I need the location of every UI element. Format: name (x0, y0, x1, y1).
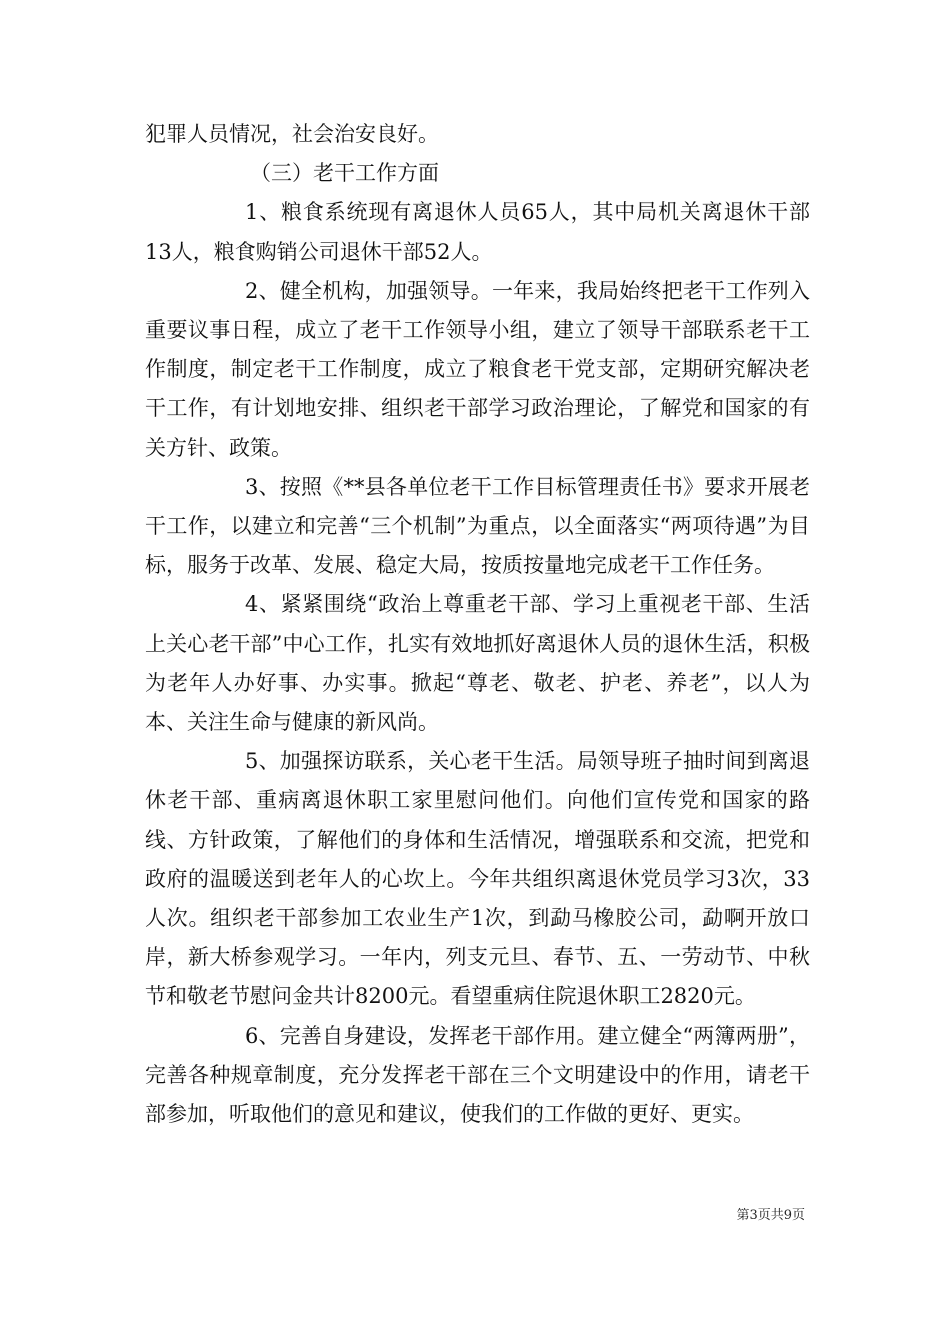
paragraph-4: 4、紧紧围绕“政治上尊重老干部、学习上重视老干部、生活上关心老干部”中心工作，扎实有效地抓好离退休人员的退休生活，积极为老年人办好事、办实事。掀起“尊老、敬老、护老、养老”，以人为本、关注生命与健康的新风尚。 (145, 592, 810, 735)
paragraph-2: 2、健全机构，加强领导。一年来，我局始终把老干工作列入重要议事日程，成立了老干工作领导小组，建立了领导干部联系老干工作制度，制定老干工作制度，成立了粮食老干党支部，定期研究解决老干工作，有计划地安排、组织老干部学习政治理论，了解党和国家的有关方针、政策。 (145, 278, 810, 460)
paragraph-3: 3、按照《**县各单位老干工作目标管理责任书》要求开展老干工作，以建立和完善“三个机制”为重点，以全面落实“两项待遇”为目标，服务于改革、发展、稳定大局，按质按量地完成老干工作任务。 (145, 474, 810, 578)
section-heading: （三）老干工作方面 (250, 161, 439, 186)
paragraph-1: 1、粮食系统现有离退休人员65人，其中局机关离退休干部13人，粮食购销公司退休干部52人。 (145, 200, 810, 264)
paragraph-6: 6、完善自身建设，发挥老干部作用。建立健全“两簿两册”，完善各种规章制度，充分发挥老干部在三个文明建设中的作用，请老干部参加，听取他们的意见和建议，使我们的工作做的更好、更实。 (145, 1023, 810, 1127)
page-number-footer: 第3页共9页 (736, 1208, 805, 1223)
document-body (145, 115, 810, 1134)
paragraph-5: 5、加强探访联系，关心老干生活。局领导班子抽时间到离退休老干部、重病离退休职工家里慰问他们。向他们宣传党和国家的路线、方针政策，了解他们的身体和生活情况，增强联系和交流，把党和政府的温暖送到老年人的心坎上。今年共组织离退休党员学习3次，33人次。组织老干部参加工农业生产1次，到勐马橡胶公司，勐啊开放口岸，新大桥参观学习。一年内，列支元旦、春节、五、一劳动节、中秋节和敬老节慰问金共计8200元。看望重病住院退休职工2820元。 (145, 749, 810, 1009)
continuation-paragraph: 犯罪人员情况，社会治安良好。 (145, 122, 439, 146)
